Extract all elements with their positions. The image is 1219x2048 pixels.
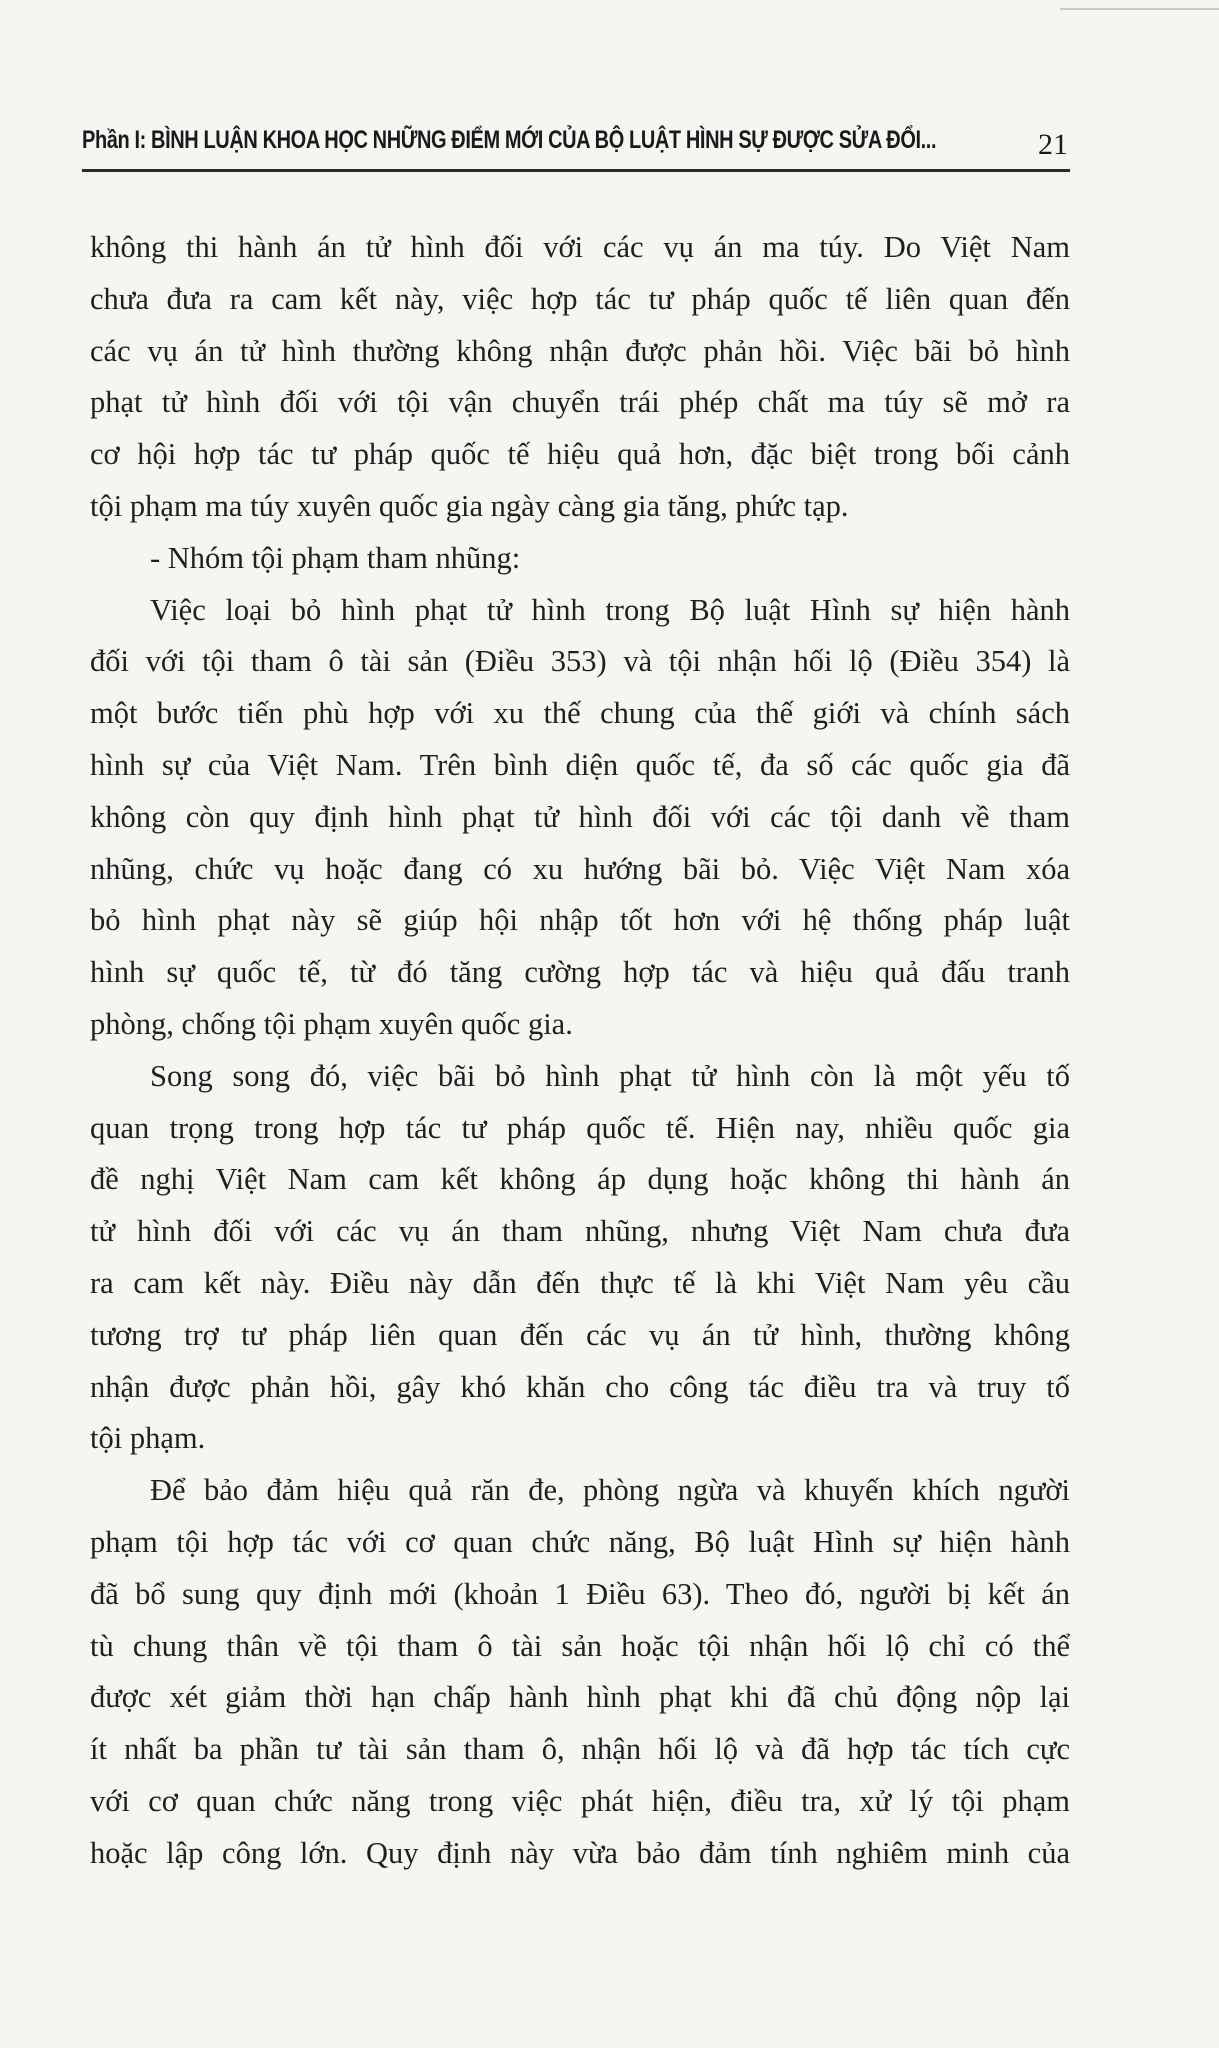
body-text xyxy=(90,222,1070,1880)
text-line: quan trọng trong hợp tác tư pháp quốc tế. Hiện nay, nhiều quốc gia xyxy=(90,1110,1070,1145)
text-line: hình sự của Việt Nam. Trên bình diện quốc tế, đa số các quốc gia đã xyxy=(90,747,1070,782)
text-line: Song song đó, việc bãi bỏ hình phạt tử hình còn là một yếu tố xyxy=(150,1058,1070,1093)
text-line: tương trợ tư pháp liên quan đến các vụ án tử hình, thường không xyxy=(90,1317,1070,1352)
text-line: được xét giảm thời hạn chấp hành hình phạt khi đã chủ động nộp lại xyxy=(90,1680,1070,1715)
text-line: phạt tử hình đối với tội vận chuyển trái phép chất ma túy sẽ mở ra xyxy=(90,385,1070,420)
text-line: Để bảo đảm hiệu quả răn đe, phòng ngừa và khuyến khích người xyxy=(150,1473,1070,1508)
text-line: hoặc lập công lớn. Quy định này vừa bảo đảm tính nghiêm minh của xyxy=(90,1835,1070,1870)
running-header xyxy=(82,108,1068,168)
running-title: Phần I: BÌNH LUẬN KHOA HỌC NHỮNG ĐIỂM MỚI CỦA BỘ LUẬT HÌNH SỰ ĐƯỢC SỬA ĐỔI... xyxy=(82,126,937,154)
text-line: tù chung thân về tội tham ô tài sản hoặc tội nhận hối lộ chỉ có thể xyxy=(90,1628,1070,1663)
text-line: ít nhất ba phần tư tài sản tham ô, nhận hối lộ và đã hợp tác tích cực xyxy=(90,1732,1070,1767)
text-line: không còn quy định hình phạt tử hình đối với các tội danh về tham xyxy=(90,799,1070,834)
text-line: không thi hành án tử hình đối với các vụ án ma túy. Do Việt Nam xyxy=(90,230,1070,264)
text-line: hình sự quốc tế, từ đó tăng cường hợp tác và hiệu quả đấu tranh xyxy=(90,955,1070,990)
text-line: - Nhóm tội phạm tham nhũng: xyxy=(150,540,521,575)
text-line: với cơ quan chức năng trong việc phát hiện, điều tra, xử lý tội phạm xyxy=(90,1783,1070,1818)
text-line: nhận được phản hồi, gây khó khăn cho công tác điều tra và truy tố xyxy=(90,1369,1070,1404)
text-line: các vụ án tử hình thường không nhận được phản hồi. Việc bãi bỏ hình xyxy=(90,333,1070,368)
text-line: đề nghị Việt Nam cam kết không áp dụng hoặc không thi hành án xyxy=(90,1162,1070,1197)
text-line: đã bổ sung quy định mới (khoản 1 Điều 63). Theo đó, người bị kết án xyxy=(90,1576,1070,1611)
text-line: cơ hội hợp tác tư pháp quốc tế hiệu quả hơn, đặc biệt trong bối cảnh xyxy=(90,437,1070,472)
text-line: bỏ hình phạt này sẽ giúp hội nhập tốt hơn với hệ thống pháp luật xyxy=(90,903,1070,938)
text-line: tội phạm. xyxy=(90,1421,206,1456)
text-line: phạm tội hợp tác với cơ quan chức năng, Bộ luật Hình sự hiện hành xyxy=(90,1524,1070,1559)
text-line: phòng, chống tội phạm xuyên quốc gia. xyxy=(90,1006,573,1041)
text-line: chưa đưa ra cam kết này, việc hợp tác tư pháp quốc tế liên quan đến xyxy=(90,281,1070,316)
page-edge-mark xyxy=(1060,8,1219,10)
text-line: một bước tiến phù hợp với xu thế chung của thế giới và chính sách xyxy=(90,696,1070,731)
header-rule xyxy=(82,169,1070,172)
text-line: tội phạm ma túy xuyên quốc gia ngày càng gia tăng, phức tạp. xyxy=(90,488,849,523)
text-line: Việc loại bỏ hình phạt tử hình trong Bộ luật Hình sự hiện hành xyxy=(150,592,1070,627)
text-line: tử hình đối với các vụ án tham nhũng, nhưng Việt Nam chưa đưa xyxy=(90,1214,1070,1249)
text-line: ra cam kết này. Điều này dẫn đến thực tế là khi Việt Nam yêu cầu xyxy=(90,1265,1070,1300)
text-line: đối với tội tham ô tài sản (Điều 353) và tội nhận hối lộ (Điều 354) là xyxy=(90,644,1070,679)
page-number: 21 xyxy=(1038,128,1068,161)
text-line: nhũng, chức vụ hoặc đang có xu hướng bãi bỏ. Việc Việt Nam xóa xyxy=(90,851,1070,886)
